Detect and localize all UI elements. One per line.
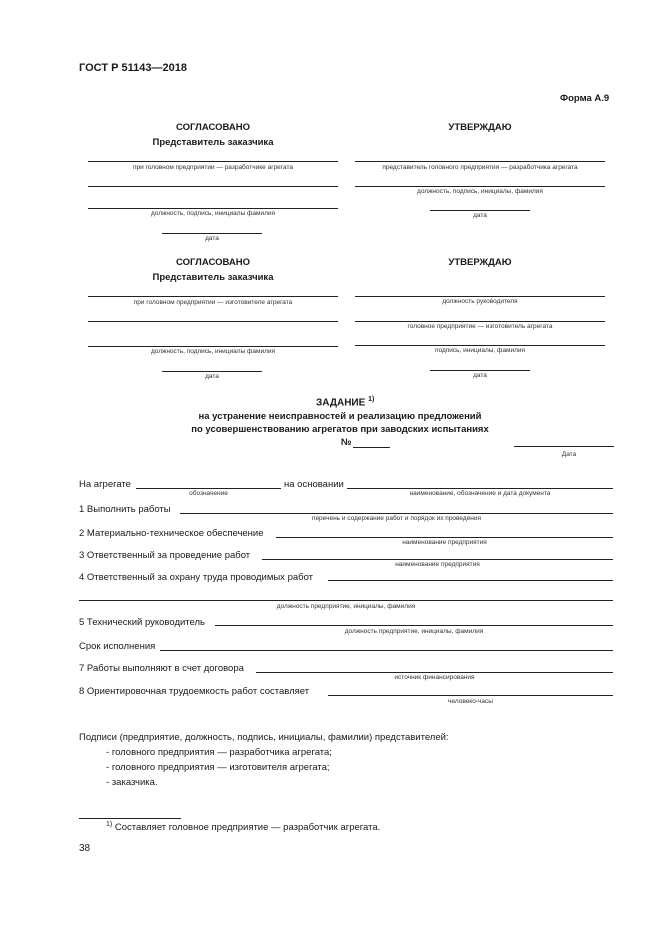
approve-heading-right: УТВЕРЖДАЮ — [448, 122, 512, 133]
item-5-field[interactable] — [215, 625, 613, 626]
item-4-field[interactable] — [328, 580, 613, 581]
task-number-field[interactable] — [353, 447, 390, 448]
date-line — [162, 371, 262, 372]
approve-heading-right-2: УТВЕРЖДАЮ — [448, 257, 512, 268]
caption: при головном предприятии — разработчике агрегата — [132, 164, 294, 171]
signature-line — [88, 296, 338, 297]
item-8-label: 8 Ориентировочная трудоемкость работ составляет — [79, 686, 310, 697]
footnote — [106, 821, 380, 833]
item-5-label: 5 Технический руководитель — [79, 617, 206, 628]
caption: наименование, обозначение и дата документа — [409, 490, 551, 497]
signature-line — [355, 186, 605, 187]
caption: подпись, инициалы, фамилия — [434, 347, 526, 354]
standard-number: ГОСТ Р 51143—2018 — [79, 62, 187, 74]
caption: должность руководителя — [442, 298, 518, 305]
list-item-text: головного предприятия — разработчика агрегата; — [111, 747, 332, 758]
unit-field[interactable] — [136, 488, 281, 489]
caption: обозначение — [189, 490, 228, 497]
item-7-label: 7 Работы выполняют в счет договора — [79, 663, 244, 674]
date-line — [162, 233, 262, 234]
caption: должность, подпись, инициалы, фамилия — [417, 188, 543, 195]
footnote-number: 1) — [106, 821, 113, 828]
caption: человеко-часы — [448, 698, 493, 705]
approved-heading-left: СОГЛАСОВАНО — [176, 122, 250, 133]
signature-line — [355, 345, 605, 346]
footnote-text: Составляет головное предприятие — разработчик агрегата. — [114, 822, 381, 834]
date-line — [430, 370, 530, 371]
caption: источник финансирования — [394, 674, 475, 681]
caption: головное предприятие — изготовитель агрегата — [407, 323, 553, 330]
signature-line — [355, 296, 605, 297]
signature-line — [88, 346, 338, 347]
caption: наименование предприятия — [402, 539, 487, 546]
signature-line — [88, 321, 338, 322]
task-title — [316, 396, 374, 408]
item-7-field[interactable] — [256, 672, 613, 673]
task-date-field[interactable] — [514, 446, 614, 447]
form-label: Форма А.9 — [560, 93, 610, 104]
task-subtitle-1: на устранение неисправностей и реализацию предложений — [198, 411, 482, 422]
signature-line — [88, 208, 338, 209]
caption: должность, подпись, инициалы фамилия — [150, 348, 276, 355]
caption: дата — [205, 235, 219, 242]
task-subtitle-2: по усовершенствованию агрегатов при заводских испытаниях — [191, 424, 489, 435]
basis-field[interactable] — [347, 488, 613, 489]
signature-line — [355, 321, 605, 322]
item-6-label: Срок исполнения — [79, 641, 156, 652]
signature-line — [88, 161, 338, 162]
caption: наименование предприятия — [395, 561, 480, 568]
basis-label: на основании — [284, 479, 344, 490]
list-item: - заказчика. — [106, 777, 158, 788]
caption: должность предприятие, инициалы, фамилия — [344, 628, 484, 635]
task-number-label: № — [341, 437, 352, 448]
item-8-field[interactable] — [328, 695, 613, 696]
signature-line — [88, 186, 338, 187]
caption: при головном предприятии — изготовителе агрегата — [133, 299, 293, 306]
list-item-text: заказчика. — [111, 777, 158, 788]
list-item: - головного предприятия — разработчика агрегата; — [106, 747, 332, 758]
item-1-field[interactable] — [180, 513, 613, 514]
caption: должность, подпись, инициалы фамилия — [150, 210, 276, 217]
caption: представитель головного предприятия — разработчика агрегата — [382, 164, 578, 171]
item-4-field-continued[interactable] — [79, 600, 613, 601]
item-3-label: 3 Ответственный за проведение работ — [79, 550, 251, 561]
item-1-label: 1 Выполнить работы — [79, 504, 171, 515]
caption: перечень и содержание работ и порядок их проведения — [311, 515, 482, 522]
item-3-field[interactable] — [262, 559, 613, 560]
list-item-text: головного предприятия — изготовителя агрегата; — [111, 762, 330, 773]
footnote-divider — [79, 818, 181, 819]
item-6-field[interactable] — [160, 650, 613, 651]
date-line — [430, 210, 530, 211]
signature-line — [355, 161, 605, 162]
list-item: - головного предприятия — изготовителя агрегата; — [106, 762, 330, 773]
date-caption: Дата — [561, 451, 577, 458]
item-2-label: 2 Материально-техническое обеспечение — [79, 528, 264, 539]
approved-heading-left-2: СОГЛАСОВАНО — [176, 257, 250, 268]
caption: дата — [473, 372, 487, 379]
page-number: 38 — [79, 843, 91, 854]
caption: должность предприятие, инициалы, фамилия — [276, 603, 416, 610]
customer-rep-heading-2: Представитель заказчика — [152, 272, 274, 283]
item-2-field[interactable] — [276, 537, 613, 538]
caption: дата — [205, 373, 219, 380]
footnote-mark: 1) — [368, 396, 375, 403]
item-4-label: 4 Ответственный за охрану труда проводимых работ — [79, 572, 314, 583]
caption: дата — [473, 212, 487, 219]
task-title-text: ЗАДАНИЕ — [316, 397, 366, 409]
signatures-intro: Подписи (предприятие, должность, подпись, инициалы, фамилии) представителей: — [79, 732, 449, 743]
unit-label: На агрегате — [79, 479, 131, 490]
customer-rep-heading: Представитель заказчика — [152, 137, 274, 148]
